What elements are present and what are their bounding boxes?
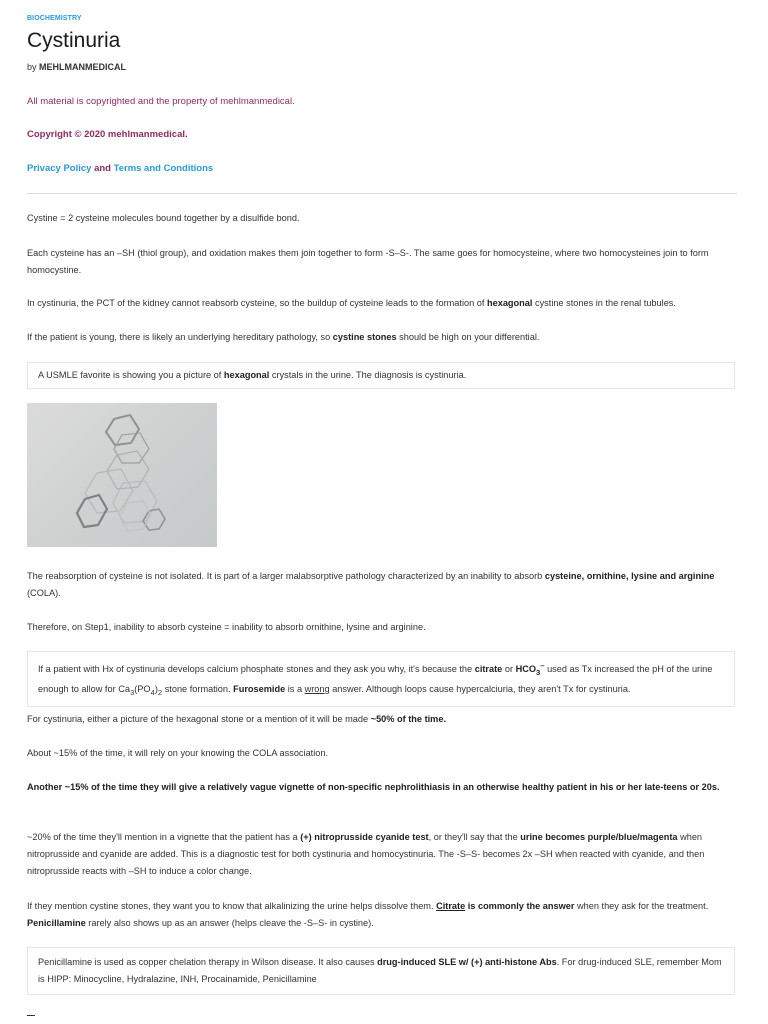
- text: (COLA).: [27, 588, 61, 598]
- text: when nitroprusside and cyanide are added. This is a diagnostic test for both cystinuria and homocystinuria. The -S–S- becomes 2x –SH when reacted with cyanide, and then nitroprusside reacts with –SH to induce a color change.: [27, 832, 705, 876]
- bold-text: citrate: [474, 664, 503, 675]
- paragraph-step1: Therefore, on Step1, inability to absorb cysteine = inability to absorb ornithine, lysine and arginine.: [27, 622, 426, 632]
- bold-text: ~50% of the time.: [370, 714, 447, 724]
- bold-text: cystine stones: [332, 332, 397, 342]
- bold-text: Penicillamine: [27, 918, 86, 928]
- bold-text: hexagonal: [223, 370, 270, 380]
- bold-text: cysteine, ornithine, lysine and arginine: [544, 571, 715, 581]
- byline: [27, 62, 126, 72]
- subscript: 2: [157, 687, 163, 697]
- text: Penicillamine is used as copper chelation therapy in Wilson disease. It also causes: [38, 957, 378, 967]
- text: . For drug-induced SLE, remember Mom is HIPP: Minocycline, Hydralazine, INH, Procainamide, Penicillamine: [38, 957, 722, 984]
- text: In cystinuria, the PCT of the kidney cannot reabsorb cysteine, so the buildup of cysteine leads to the formation of: [27, 298, 487, 308]
- callout-calcium-phosphate: [27, 651, 735, 707]
- paragraph-hereditary: [27, 329, 735, 346]
- text: If the patient is young, there is likely an underlying hereditary pathology, so: [27, 332, 333, 342]
- text: If a patient with Hx of cystinuria develops calcium phosphate stones and they ask you why, it's because the: [38, 664, 475, 675]
- text: A USMLE favorite is showing you a picture of: [38, 370, 224, 380]
- subscript: 3: [535, 667, 541, 677]
- text: cystine stones in the renal tubules.: [532, 298, 676, 308]
- bold-text: (+) nitroprusside cyanide test: [300, 832, 429, 842]
- text: ~20% of the time they'll mention in a vignette that the patient has a: [27, 832, 301, 842]
- underlined-text: wrong: [304, 683, 330, 694]
- superscript: –: [540, 661, 545, 670]
- paragraph-vague-vignette: Another ~15% of the time they will give a relatively vague vignette of non-specific nephrolithiasis in an otherwise healthy patient in his or her late-teens or 20s.: [27, 782, 720, 792]
- subscript: 3: [129, 687, 135, 697]
- paragraph-fifty-percent: [27, 711, 735, 728]
- bold-text: hexagonal: [486, 298, 533, 308]
- paragraph-pct: [27, 295, 735, 312]
- callout-hexagonal: [27, 362, 735, 389]
- paragraph-thiol: Each cysteine has an –SH (thiol group), and oxidation makes them join together to form -S–S-. The same goes for homocysteine, where two homocysteines join to form homocystine.: [27, 248, 709, 275]
- text: should be high on your differential.: [396, 332, 540, 342]
- paragraph-fifteen-percent: About ~15% of the time, it will rely on your knowing the COLA association.: [27, 748, 329, 758]
- copyright-notice: All material is copyrighted and the property of mehlmanmedical.: [27, 96, 295, 107]
- author-name[interactable]: MEHLMANMEDICAL: [39, 62, 127, 72]
- privacy-policy-link[interactable]: Privacy Policy: [27, 163, 92, 174]
- text: rarely also shows up as an answer (helps cleave the -S–S- in cystine).: [85, 918, 374, 928]
- bold-underlined-text: Citrate: [436, 901, 466, 911]
- page-title: Cystinuria: [27, 29, 121, 52]
- text: , or they'll say that the: [428, 832, 521, 842]
- hco3-formula: [515, 661, 545, 677]
- text: If they mention cystine stones, they want you to know that alkalinizing the urine helps dissolve them.: [27, 901, 437, 911]
- text: when they ask for the treatment.: [574, 901, 709, 911]
- subscript: 4: [150, 687, 155, 697]
- paragraph-treatment: [27, 898, 735, 932]
- callout-penicillamine: [27, 947, 735, 995]
- bold-text: is commonly the answer: [465, 901, 575, 911]
- text: used as Tx increased the pH of the urine enough to allow for Ca: [38, 664, 713, 694]
- paragraph-cystine-definition: Cystine = 2 cysteine molecules bound together by a disulfide bond.: [27, 213, 300, 223]
- text: crystals in the urine. The diagnosis is cystinuria.: [269, 370, 467, 380]
- byline-prefix: by: [27, 62, 37, 72]
- bold-text: drug-induced SLE w/ (+) anti-histone Abs: [377, 957, 557, 967]
- text: The reabsorption of cysteine is not isolated. It is part of a larger malabsorptive pathology characterized by an inability to absorb: [27, 571, 545, 581]
- copyright-year: Copyright © 2020 mehlmanmedical.: [27, 129, 188, 140]
- bottom-dash: [27, 1015, 35, 1016]
- paragraph-nitroprusside: [27, 829, 735, 880]
- paragraph-cola: [27, 568, 735, 602]
- divider: [27, 193, 737, 194]
- text: is a: [285, 683, 305, 694]
- text: HCO: [515, 664, 536, 675]
- bold-text: urine becomes purple/blue/magenta: [520, 832, 678, 842]
- text: (PO: [134, 683, 151, 694]
- legal-links-and: and: [94, 163, 111, 174]
- bold-text: Furosemide: [233, 683, 286, 694]
- text: or: [502, 664, 516, 675]
- text: stone formation.: [162, 683, 234, 694]
- text: For cystinuria, either a picture of the hexagonal stone or a mention of it will be made: [27, 714, 371, 724]
- text: ): [154, 683, 158, 694]
- terms-link[interactable]: Terms and Conditions: [113, 163, 214, 174]
- crystal-drawing: [27, 403, 217, 547]
- legal-links: [27, 163, 213, 174]
- text: answer. Although loops cause hypercalciuria, they aren't Tx for cystinuria.: [329, 683, 631, 694]
- category-label[interactable]: BIOCHEMISTRY: [27, 15, 82, 22]
- cystine-crystals-image: [27, 403, 217, 547]
